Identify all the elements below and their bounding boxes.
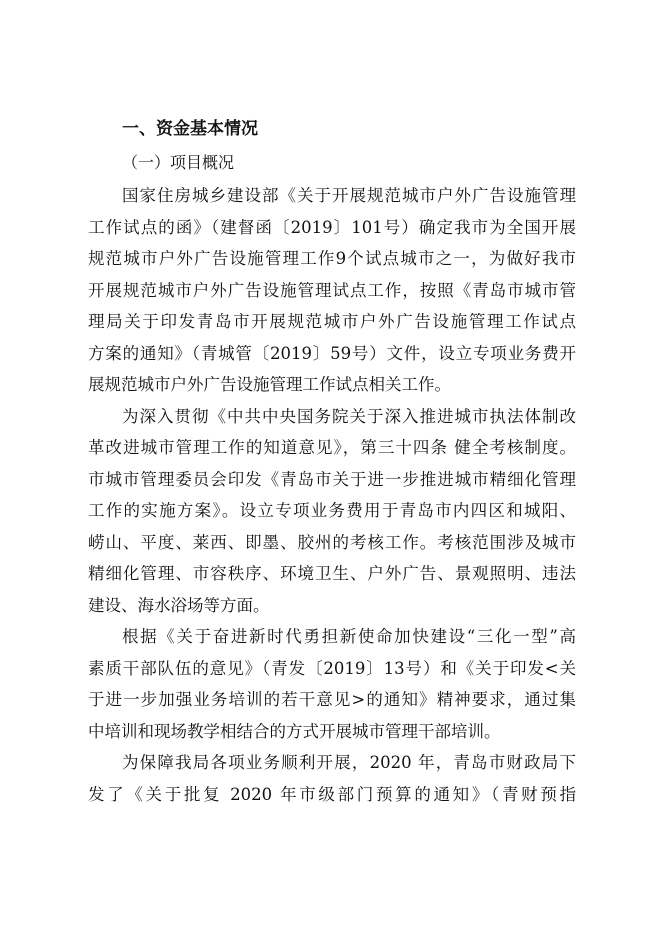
paragraph-line: 国家住房城乡建设部《关于开展规范城市户外广告设施管理 (122, 186, 576, 205)
paragraph-1 (88, 180, 576, 401)
paragraph-line: 为保障我局各项业务顺利开展，2020 年，青岛市财政局下 (122, 753, 576, 772)
paragraph-line: 素质干部队伍的意见》（青发〔2019〕13号）和《关于印发<关 (88, 658, 576, 678)
paragraph-line: 方案的通知》（青城管〔2019〕59号）文件，设立专项业务费开 (88, 343, 576, 363)
paragraph-line: 展规范城市户外广告设施管理工作试点相关工作。 (88, 375, 451, 394)
paragraph-4 (88, 747, 576, 810)
paragraph-line: 市城市管理委员会印发《青岛市关于进一步推进城市精细化管理 (88, 469, 576, 489)
paragraph-line: 工作的实施方案》。设立专项业务费用于青岛市内四区和城阳、 (88, 501, 576, 520)
paragraph-line: 理局关于印发青岛市开展规范城市户外广告设施管理工作试点 (88, 312, 576, 331)
paragraph-line: 中培训和现场教学相结合的方式开展城市管理干部培训。 (88, 721, 501, 741)
paragraph-line: 为深入贯彻《中共中央国务院关于深入推进城市执法体制改 (122, 406, 576, 426)
paragraph-line: 工作试点的函》（建督函〔2019〕101号）确定我市为全国开展 (88, 217, 576, 237)
paragraph-2 (88, 401, 576, 622)
paragraph-line: 根据《关于奋进新时代勇担新使命加快建设“三化一型”高 (122, 627, 576, 646)
paragraph-line: 于进一步加强业务培训的若干意见>的通知》精神要求，通过集 (88, 690, 576, 709)
paragraph-line: 建设、海水浴场等方面。 (88, 595, 270, 615)
paragraph-3 (88, 621, 576, 747)
paragraph-line: 开展规范城市户外广告设施管理试点工作，按照《青岛市城市管 (88, 280, 576, 300)
subsection-heading: （一）项目概况 (122, 153, 235, 172)
paragraph-line: 崂山、平度、莱西、即墨、胶州的考核工作。考核范围涉及城市 (88, 532, 576, 552)
document-body (88, 112, 576, 810)
section-heading: 一、资金基本情况 (122, 119, 258, 139)
paragraph-line: 规范城市户外广告设施管理工作9个试点城市之一，为做好我市 (88, 249, 576, 268)
paragraph-line: 发了《关于批复 2020 年市级部门预算的通知》（青财预指 (88, 784, 576, 804)
paragraph-line: 精细化管理、市容秩序、环境卫生、户外广告、景观照明、违法 (88, 564, 576, 583)
paragraph-line: 革改进城市管理工作的知道意见》，第三十四条 健全考核制度。 (88, 438, 576, 457)
